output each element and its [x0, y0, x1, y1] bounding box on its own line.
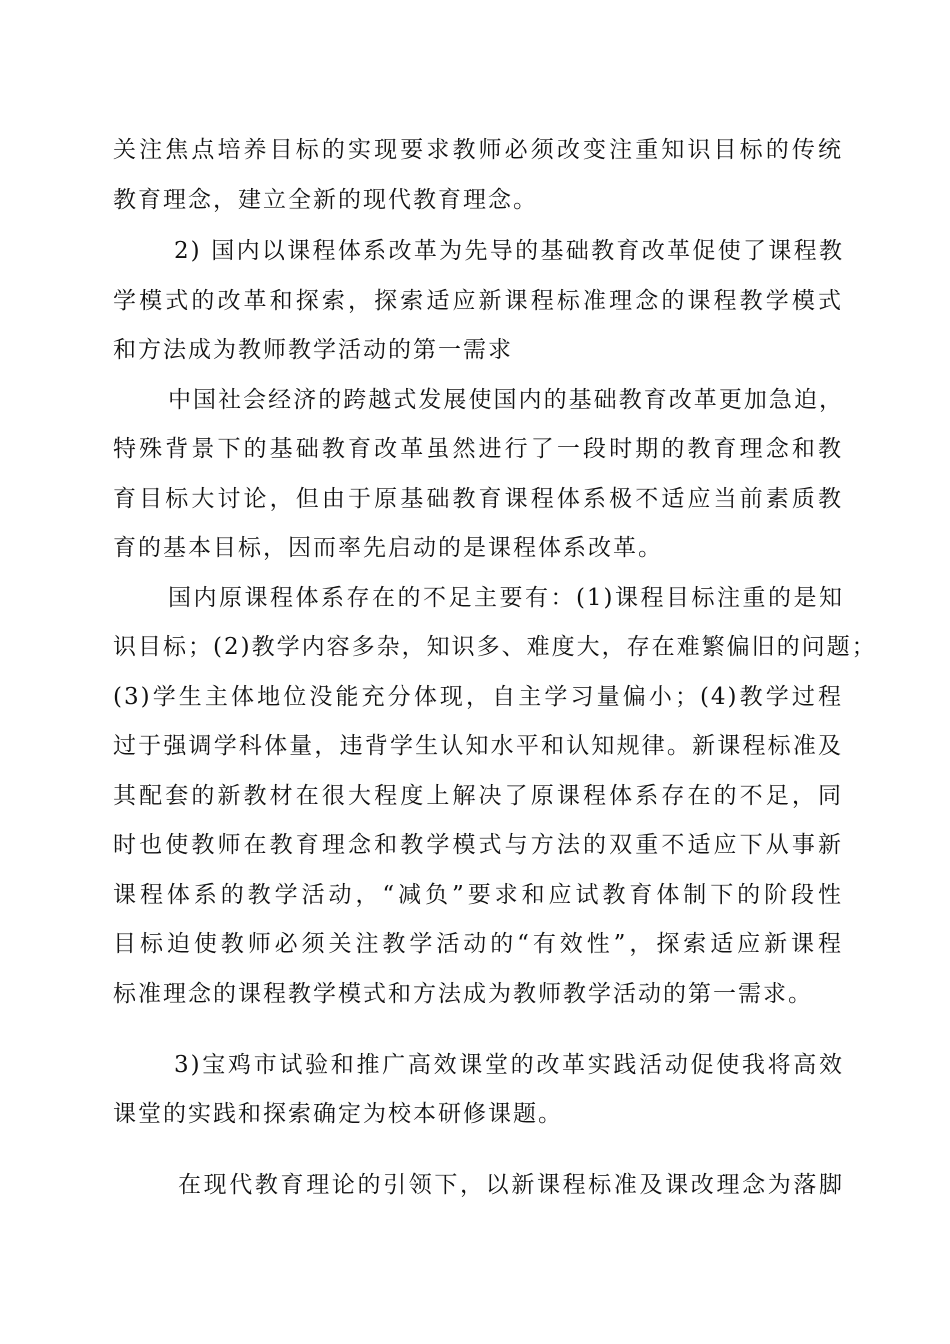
section-heading-line: 2) 国内以课程体系改革为先导的基础教育改革促使了课程教 [174, 238, 844, 264]
paragraph-line: 中国社会经济的跨越式发展使国内的基础教育改革更加急迫， [168, 387, 844, 413]
paragraph-line: 关注焦点培养目标的实现要求教师必须改变注重知识目标的传统 [113, 137, 843, 163]
paragraph-line: 过于强调学科体量，违背学生认知水平和认知规律。新课程标准及 [113, 733, 843, 759]
section-heading-line: 学模式的改革和探索，探索适应新课程标准理念的课程教学模式 [113, 288, 843, 314]
paragraph-line: 特殊背景下的基础教育改革虽然进行了一段时期的教育理念和教 [113, 436, 843, 462]
section-heading-line: 和方法成为教师教学活动的第一需求 [113, 337, 513, 363]
paragraph-line: 课程体系的教学活动，“减负”要求和应试教育体制下的阶段性 [113, 882, 843, 908]
paragraph-line: 其配套的新教材在很大程度上解决了原课程体系存在的不足，同 [113, 783, 843, 809]
paragraph-line: 在现代教育理论的引领下，以新课程标准及课改理念为落脚 [178, 1172, 844, 1198]
paragraph-line: 时也使教师在教育理念和教学模式与方法的双重不适应下从事新 [113, 832, 843, 858]
paragraph-line: (3)学生主体地位没能充分体现，自主学习量偏小；(4)教学过程 [113, 684, 843, 710]
section-heading-line: 课堂的实践和探索确定为校本研修课题。 [113, 1101, 563, 1127]
paragraph-line: 识目标；(2)教学内容多杂，知识多、难度大，存在难繁偏旧的问题； [113, 634, 877, 660]
paragraph-line: 教育理念，建立全新的现代教育理念。 [113, 187, 538, 213]
paragraph-line: 标准理念的课程教学模式和方法成为教师教学活动的第一需求。 [113, 981, 813, 1007]
paragraph-line: 育目标大讨论，但由于原基础教育课程体系极不适应当前素质教 [113, 486, 843, 512]
paragraph-line: 育的基本目标，因而率先启动的是课程体系改革。 [113, 535, 663, 561]
paragraph-line: 目标迫使教师必须关注教学活动的“有效性”，探索适应新课程 [113, 931, 843, 957]
paragraph-line: 国内原课程体系存在的不足主要有：(1)课程目标注重的是知 [168, 585, 844, 611]
section-heading-line: 3)宝鸡市试验和推广高效课堂的改革实践活动促使我将高效 [174, 1052, 844, 1078]
